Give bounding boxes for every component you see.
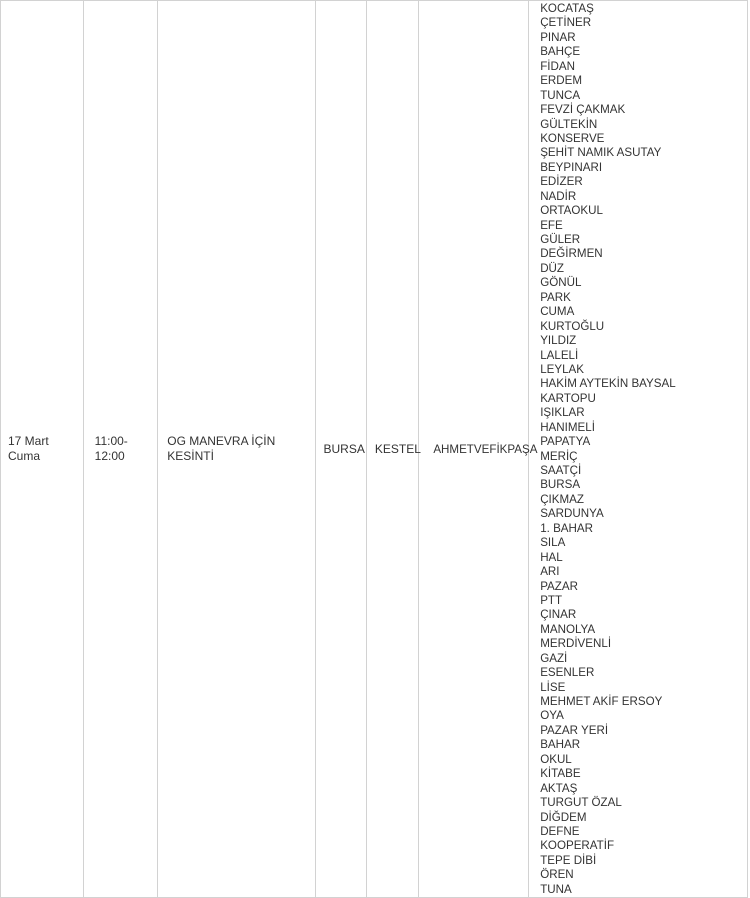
street-item: BEYPINARI: [540, 160, 603, 174]
street-item: KURTOĞLU: [540, 319, 605, 333]
street-item: PARK: [540, 290, 571, 304]
street-item: ERDEM: [540, 74, 583, 88]
street-item: ŞEHİT NAMIK ASUTAY: [540, 146, 662, 160]
street-item: SAATÇİ: [540, 464, 582, 477]
street-item: PAZAR YERİ: [540, 723, 609, 737]
street-item: HANIMELİ: [540, 420, 595, 434]
street-item: LİSE: [540, 680, 566, 694]
neighborhood-cell: [419, 1, 538, 898]
street-item: ÇINAR: [540, 608, 577, 622]
street-item: TURGUT ÖZAL: [540, 796, 622, 810]
street-item: DÜZ: [540, 261, 565, 275]
street-item: EDİZER: [540, 175, 583, 189]
street-item: IŞIKLAR: [540, 406, 585, 420]
date-line-2: Cuma: [8, 449, 41, 464]
street-item: MANOLYA: [540, 622, 596, 636]
street-item: AKTAŞ: [540, 781, 578, 795]
district-text: KESTEL: [374, 441, 421, 456]
street-item: YILDIZ: [540, 334, 577, 348]
reason-cell: [158, 1, 315, 898]
date-line-1: 17 Mart: [8, 434, 49, 449]
street-item: KARTOPU: [540, 391, 596, 405]
street-item: LALELİ: [540, 348, 579, 362]
street-item: BAHÇE: [540, 45, 581, 59]
city-text: BURSA: [323, 441, 365, 456]
street-item: BURSA: [540, 478, 581, 492]
street-item: PAPATYA: [540, 435, 591, 449]
street-item: MERİÇ: [540, 449, 578, 463]
street-item: ÇIKMAZ: [540, 492, 584, 506]
street-item: SARDUNYA: [540, 507, 604, 521]
street-item: HAL: [540, 550, 563, 564]
city-cell: [315, 1, 366, 898]
street-item: KOCATAŞ: [540, 2, 594, 15]
reason-line-2: KESİNTİ: [167, 449, 214, 464]
street-item: BAHAR: [540, 738, 581, 752]
street-item: PTT: [540, 593, 563, 607]
street-item: DEĞİRMEN: [540, 247, 603, 261]
street-item: 1. BAHAR: [540, 521, 594, 535]
street-item: CUMA: [540, 305, 575, 319]
street-item: OYA: [540, 709, 564, 723]
street-item: ORTAOKUL: [540, 204, 603, 218]
street-item: MEHMET AKİF ERSOY: [540, 695, 663, 708]
street-item: ESENLER: [540, 666, 595, 680]
street-item: OKUL: [540, 752, 572, 766]
street-item: FEVZİ ÇAKMAK: [540, 103, 626, 117]
table-row: [1, 1, 748, 898]
street-item: TEPE DİBİ: [540, 853, 597, 867]
street-item: TUNA: [540, 882, 572, 896]
street-item: KOOPERATİF: [540, 839, 615, 853]
street-item: TUNCA: [540, 88, 581, 102]
street-item: GAZİ: [540, 651, 568, 665]
street-item: KONSERVE: [540, 131, 605, 145]
street-item: LEYLAK: [540, 362, 585, 376]
street-item: DEFNE: [540, 824, 580, 838]
time-line-2: 12:00: [94, 449, 125, 464]
street-item: MERDİVENLİ: [540, 637, 612, 651]
district-cell: [366, 1, 421, 898]
street-item: ARI: [540, 565, 560, 579]
streets-cell: [529, 1, 748, 898]
street-item: DİĞDEM: [540, 810, 587, 824]
date-cell: [1, 1, 84, 898]
time-cell: [83, 1, 158, 898]
street-item: HAKİM AYTEKİN BAYSAL: [540, 377, 676, 391]
street-item: PAZAR: [540, 579, 578, 593]
street-item: NADİR: [540, 189, 577, 203]
street-item: FİDAN: [540, 59, 575, 73]
time-line-1: 11:00-: [94, 434, 128, 449]
street-item: GÖNÜL: [540, 276, 582, 290]
neighborhood-text: AHMETVEFİKPAŞA: [433, 442, 538, 456]
street-item: ÖREN: [540, 868, 574, 882]
street-item: ÇETİNER: [540, 16, 592, 30]
street-item: KİTABE: [540, 767, 581, 781]
street-item: GÜLTEKİN: [540, 117, 598, 131]
street-item: PINAR: [540, 30, 576, 44]
street-item: EFE: [540, 218, 563, 232]
street-item: GÜLER: [540, 233, 581, 246]
street-list: [529, 1, 747, 897]
street-item: SILA: [540, 536, 566, 550]
reason-line-1: OG MANEVRA İÇİN: [167, 434, 276, 449]
